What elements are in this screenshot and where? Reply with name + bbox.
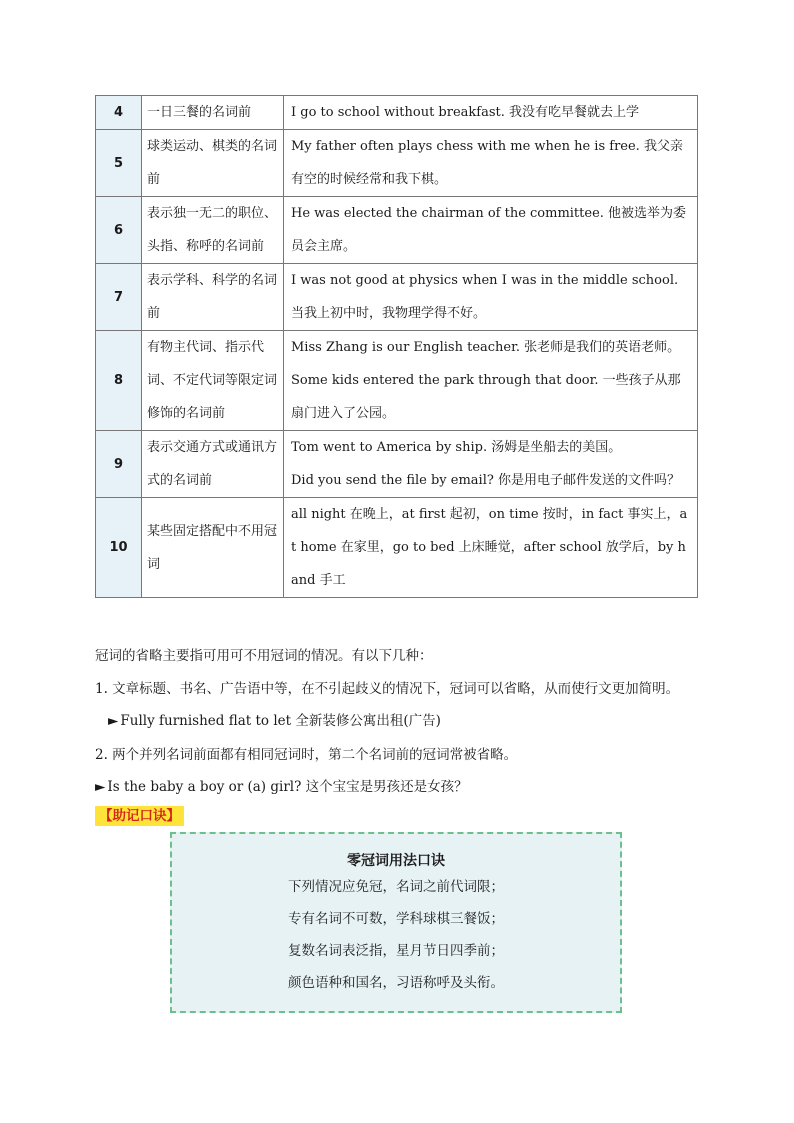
mnemonic-line: 下列情况应免冠，名词之前代词限； bbox=[288, 879, 504, 895]
row-category: 一日三餐的名词前 bbox=[142, 96, 284, 130]
row-number: 7 bbox=[96, 264, 142, 331]
table-row bbox=[96, 197, 698, 264]
example-sentence: Some kids entered the park through that door. 一些孩子从那扇门进入了公园。 bbox=[291, 373, 681, 421]
intro-text: 冠词的省略主要指可用可不用冠词的情况。有以下几种： bbox=[95, 648, 433, 664]
table-row bbox=[96, 130, 698, 197]
example-sentence: Did you send the file by email? 你是用电子邮件发送的文件吗？ bbox=[291, 473, 680, 488]
row-examples bbox=[284, 498, 698, 598]
mnemonic-title: 零冠词用法口诀 bbox=[347, 853, 445, 869]
example-2 bbox=[95, 777, 468, 797]
row-category: 表示独一无二的职位、头指、称呼的名词前 bbox=[142, 197, 284, 264]
table-row bbox=[96, 498, 698, 598]
row-category: 球类运动、棋类的名词前 bbox=[142, 130, 284, 197]
example-1-text: Fully furnished flat to let 全新装修公寓出租(广告) bbox=[120, 713, 441, 729]
row-number: 10 bbox=[96, 498, 142, 598]
example-sentence: Tom went to America by ship. 汤姆是坐船去的美国。 bbox=[291, 440, 622, 455]
example-sentence: He was elected the chairman of the committee. 他被选举为委员会主席。 bbox=[291, 206, 687, 254]
mnemonic-line: 专有名词不可数，学科球棋三餐饭； bbox=[288, 911, 504, 927]
example-sentence: I was not good at physics when I was in the middle school. 当我上初中时，我物理学得不好。 bbox=[291, 273, 679, 321]
rule-1: 1. 文章标题、书名、广告语中等，在不引起歧义的情况下，冠词可以省略，从而使行文更加简明。 bbox=[95, 681, 680, 697]
row-examples bbox=[284, 264, 698, 331]
row-examples bbox=[284, 197, 698, 264]
table-row bbox=[96, 431, 698, 498]
row-examples bbox=[284, 96, 698, 130]
row-category: 有物主代词、指示代词、不定代词等限定词修饰的名词前 bbox=[142, 331, 284, 431]
article-omission-table bbox=[95, 95, 698, 598]
arrow-icon: ► bbox=[108, 713, 119, 729]
table-row bbox=[96, 96, 698, 130]
row-number: 9 bbox=[96, 431, 142, 498]
row-category: 表示学科、科学的名词前 bbox=[142, 264, 284, 331]
example-sentence: all night 在晚上，at first 起初，on time 按时，in fact 事实上，at home 在家里，go to bed 上床睡觉，after school 放学后，by hand 手工 bbox=[291, 507, 688, 588]
row-category: 某些固定搭配中不用冠词 bbox=[142, 498, 284, 598]
mnemonic-box bbox=[170, 832, 622, 1013]
row-number: 6 bbox=[96, 197, 142, 264]
mnemonic-tag: 【助记口诀】 bbox=[95, 806, 184, 826]
rule-2: 2. 两个并列名词前面都有相同冠词时，第二个名词前的冠词常被省略。 bbox=[95, 747, 518, 763]
table-row bbox=[96, 264, 698, 331]
row-number: 4 bbox=[96, 96, 142, 130]
mnemonic-line: 颜色语种和国名，习语称呼及头衔。 bbox=[288, 975, 504, 991]
row-number: 8 bbox=[96, 331, 142, 431]
row-examples bbox=[284, 331, 698, 431]
row-examples bbox=[284, 130, 698, 197]
row-category: 表示交通方式或通讯方式的名词前 bbox=[142, 431, 284, 498]
arrow-icon: ► bbox=[95, 779, 106, 795]
example-2-text: Is the baby a boy or (a) girl? 这个宝宝是男孩还是女孩？ bbox=[107, 779, 468, 795]
example-sentence: I go to school without breakfast. 我没有吃早餐就去上学 bbox=[291, 105, 640, 120]
table-row bbox=[96, 331, 698, 431]
example-1 bbox=[108, 711, 441, 731]
example-sentence: Miss Zhang is our English teacher. 张老师是我们的英语老师。 bbox=[291, 340, 681, 355]
row-examples bbox=[284, 431, 698, 498]
mnemonic-line: 复数名词表泛指，星月节日四季前； bbox=[288, 943, 504, 959]
row-number: 5 bbox=[96, 130, 142, 197]
example-sentence: My father often plays chess with me when he is free. 我父亲有空的时候经常和我下棋。 bbox=[291, 139, 683, 187]
